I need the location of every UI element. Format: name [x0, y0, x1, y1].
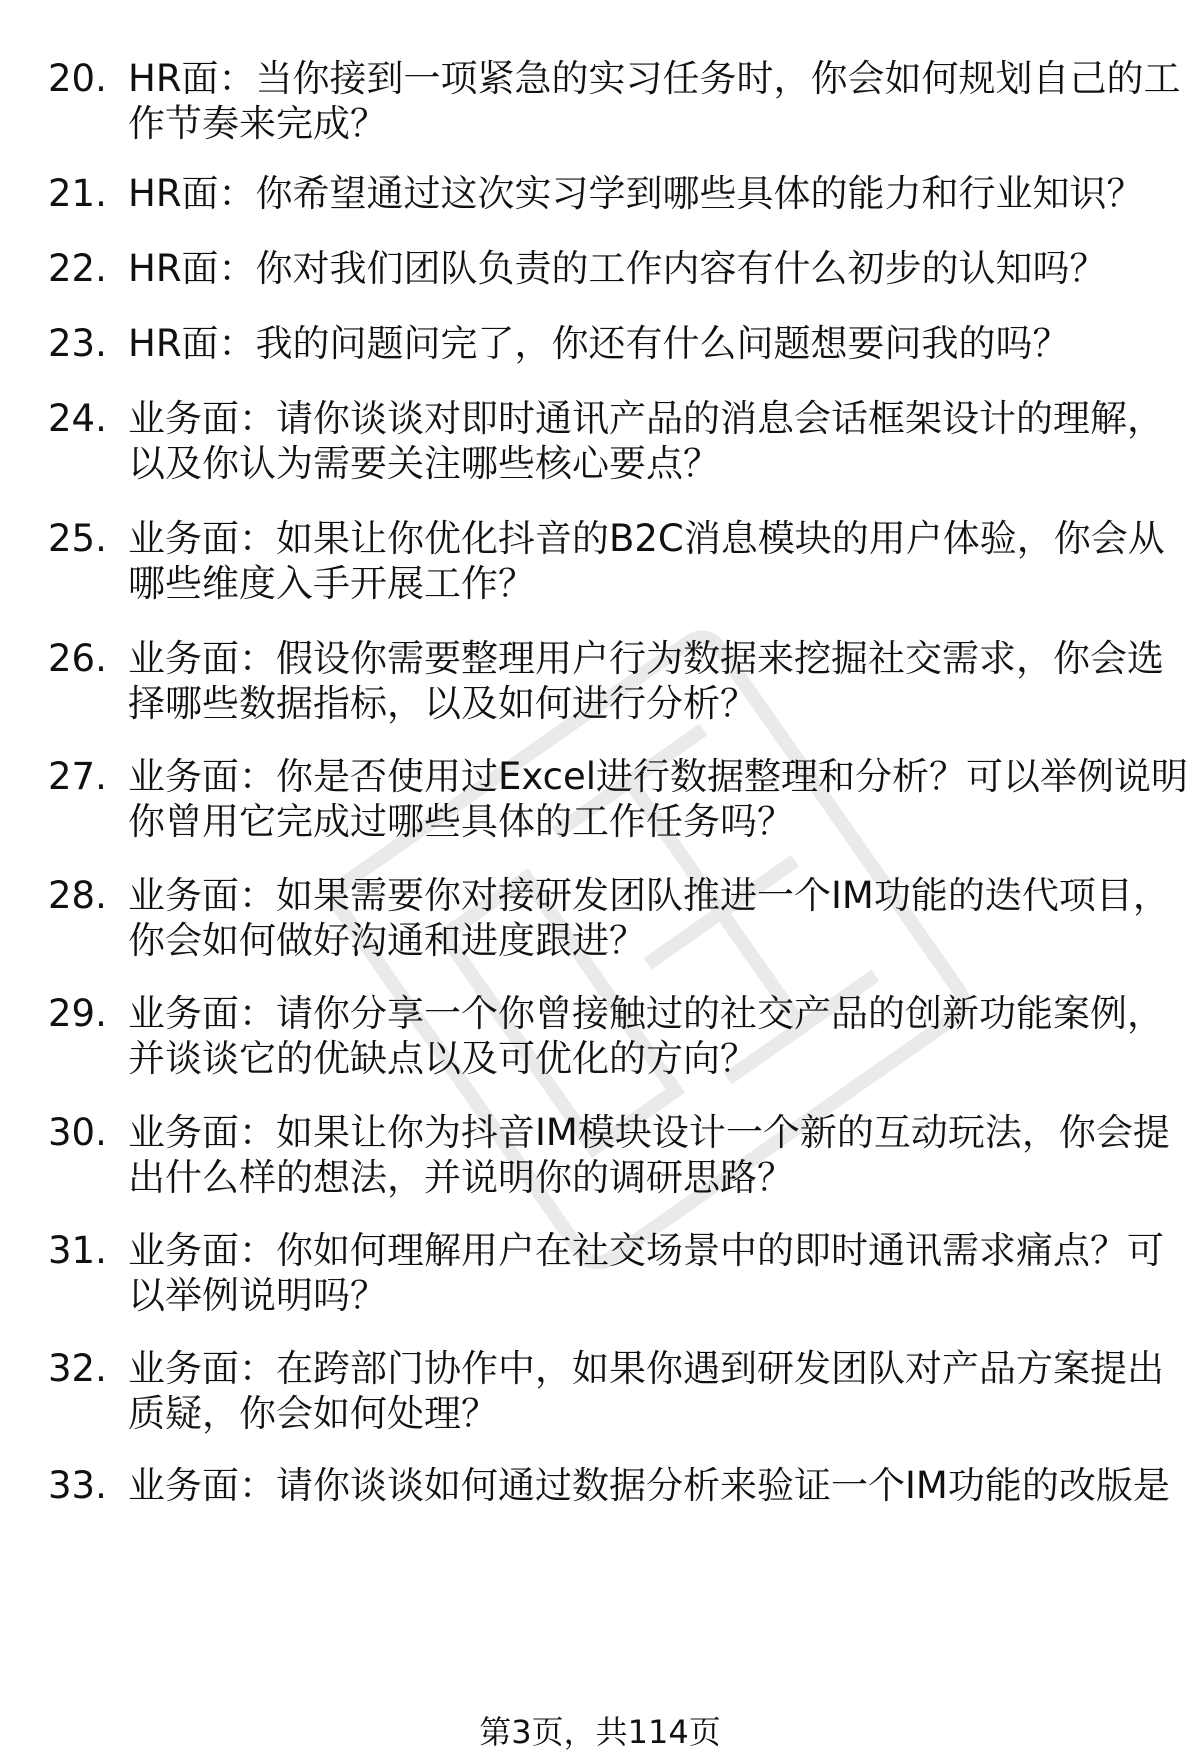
question-number: 28.: [48, 874, 107, 917]
question-line: 并谈谈它的优缺点以及可优化的方向？: [128, 1037, 757, 1080]
question-line: 作节奏来完成？: [128, 102, 387, 145]
question-number: 27.: [48, 755, 107, 798]
question-text: [128, 321, 1200, 366]
question-number: 33.: [48, 1464, 107, 1507]
question-line: 业务面：请你分享一个你曾接触过的社交产品的创新功能案例，: [128, 992, 1164, 1035]
question-line: 业务面：如果需要你对接研发团队推进一个IM功能的迭代项目，: [128, 874, 1170, 917]
question-line: 质疑，你会如何处理？: [128, 1392, 498, 1435]
question-line: 业务面：请你谈谈如何通过数据分析来验证一个IM功能的改版是: [128, 1464, 1170, 1507]
question-line: 业务面：假设你需要整理用户行为数据来挖掘社交需求，你会选: [128, 637, 1164, 680]
question-text: [128, 754, 1200, 844]
question-text: [128, 1110, 1200, 1200]
question-text: [128, 873, 1200, 963]
question-text: [128, 246, 1200, 291]
question-text: [128, 516, 1200, 606]
question-text: [128, 1228, 1200, 1318]
question-number: 31.: [48, 1229, 107, 1272]
question-number: 23.: [48, 322, 107, 365]
question-text: [128, 396, 1200, 486]
question-line: 业务面：如果让你优化抖音的B2C消息模块的用户体验，你会从: [128, 517, 1165, 560]
question-line: 以举例说明吗？: [128, 1274, 387, 1317]
page-number-footer: 第3页，共114页: [479, 1713, 721, 1751]
question-line: 择哪些数据指标，以及如何进行分析？: [128, 682, 757, 725]
question-number: 24.: [48, 397, 107, 440]
question-line: 以及你认为需要关注哪些核心要点？: [128, 442, 720, 485]
question-number: 21.: [48, 172, 107, 215]
question-line: 业务面：在跨部门协作中，如果你遇到研发团队对产品方案提出: [128, 1347, 1164, 1390]
question-line: HR面：你对我们团队负责的工作内容有什么初步的认知吗？: [128, 247, 1107, 290]
question-text: [128, 636, 1200, 726]
question-text: [128, 1346, 1200, 1436]
question-number: 30.: [48, 1111, 107, 1154]
question-line: 你会如何做好沟通和进度跟进？: [128, 919, 646, 962]
question-text: [128, 991, 1200, 1081]
question-line: HR面：我的问题问完了，你还有什么问题想要问我的吗？: [128, 322, 1070, 365]
question-number: 29.: [48, 992, 107, 1035]
question-line: HR面：当你接到一项紧急的实习任务时，你会如何规划自己的工: [128, 57, 1181, 100]
question-line: 业务面：你是否使用过Excel进行数据整理和分析？可以举例说明: [128, 755, 1189, 798]
question-number: 25.: [48, 517, 107, 560]
question-line: 业务面：请你谈谈对即时通讯产品的消息会话框架设计的理解，: [128, 397, 1164, 440]
question-text: [128, 1463, 1200, 1508]
question-text: [128, 56, 1200, 146]
question-line: 业务面：如果让你为抖音IM模块设计一个新的互动玩法，你会提: [128, 1111, 1170, 1154]
question-number: 22.: [48, 247, 107, 290]
question-number: 32.: [48, 1347, 107, 1390]
question-line: 哪些维度入手开展工作？: [128, 562, 535, 605]
question-line: 业务面：你如何理解用户在社交场景中的即时通讯需求痛点？可: [128, 1229, 1164, 1272]
question-number: 26.: [48, 637, 107, 680]
question-text: [128, 171, 1200, 216]
question-line: 你曾用它完成过哪些具体的工作任务吗？: [128, 800, 794, 843]
question-line: 出什么样的想法，并说明你的调研思路？: [128, 1156, 794, 1199]
question-number: 20.: [48, 57, 107, 100]
question-line: HR面：你希望通过这次实习学到哪些具体的能力和行业知识？: [128, 172, 1144, 215]
